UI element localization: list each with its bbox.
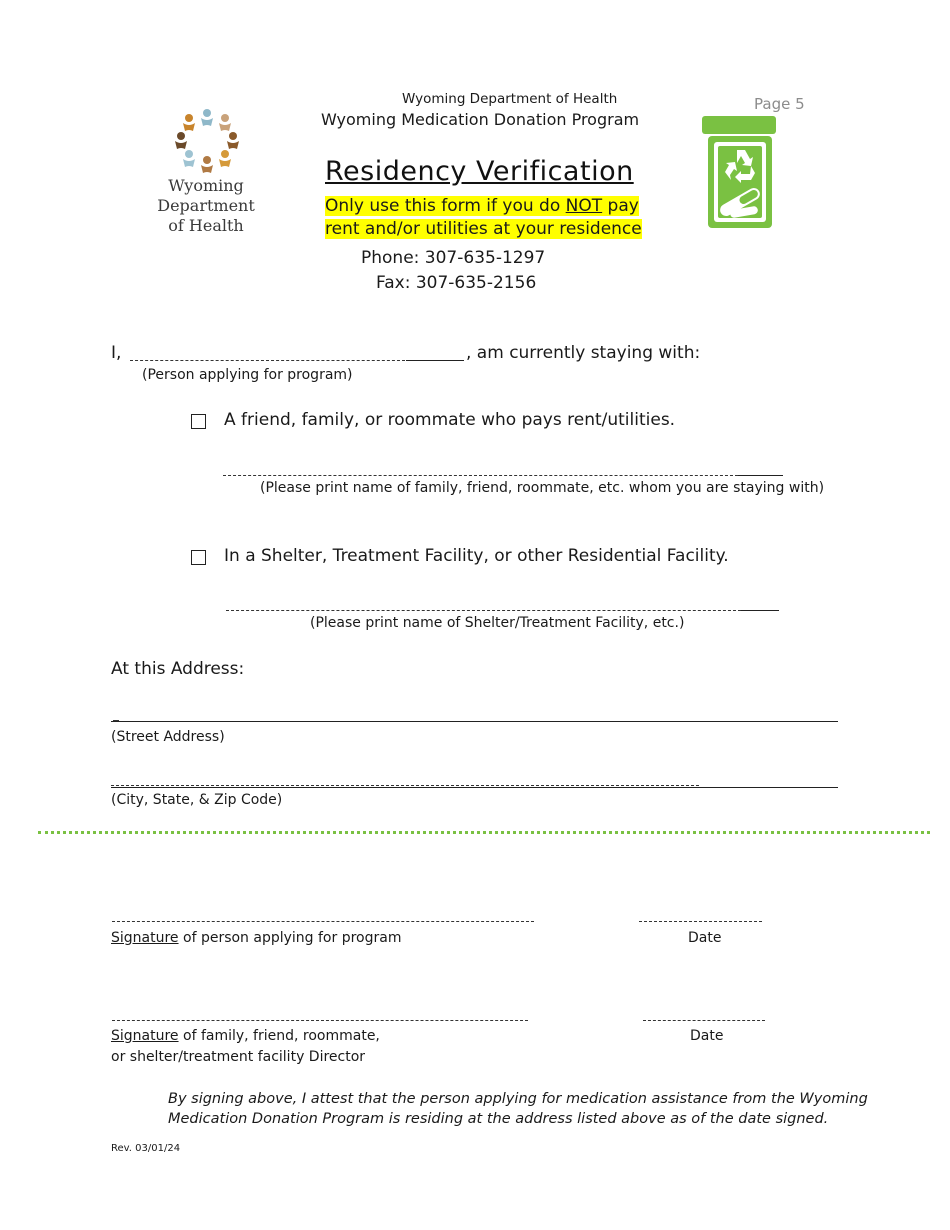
- option-friend-checkbox[interactable]: [191, 414, 206, 429]
- form-title: Residency Verification: [325, 156, 634, 187]
- notice-text: pay: [602, 196, 639, 216]
- friend-name-line[interactable]: [223, 475, 738, 476]
- host-signature-line[interactable]: [112, 1020, 528, 1021]
- host-signature-label: [111, 1028, 380, 1044]
- city-state-zip-line-dashes: [111, 785, 699, 786]
- option-shelter-label: In a Shelter, Treatment Facility, or other Residential Facility.: [224, 546, 729, 566]
- logo-text-line: of Health: [168, 216, 244, 235]
- applicant-caption: (Person applying for program): [142, 367, 353, 383]
- notice-emphasis: NOT: [565, 196, 603, 216]
- page-number: Page 5: [754, 95, 805, 113]
- medication-recycle-icon: [700, 114, 780, 234]
- shelter-name-caption: (Please print name of Shelter/Treatment Facility, etc.): [310, 615, 685, 631]
- host-signature-label-line2: or shelter/treatment facility Director: [111, 1049, 366, 1065]
- section-divider: [38, 831, 930, 834]
- attestation: [168, 1089, 868, 1129]
- logo-text-line: Wyoming: [168, 176, 244, 195]
- notice: [325, 195, 642, 241]
- applicant-suffix: , am currently staying with:: [466, 343, 701, 363]
- friend-name-line-solid[interactable]: [738, 475, 783, 476]
- option-friend-label: A friend, family, or roommate who pays rent/utilities.: [224, 410, 676, 430]
- signature-emphasis: Signature: [111, 1028, 179, 1044]
- shelter-name-line-solid[interactable]: [741, 610, 779, 611]
- address-heading: At this Address:: [111, 659, 245, 679]
- notice-text-line2: rent and/or utilities at your residence: [325, 219, 642, 239]
- city-state-zip-line[interactable]: [111, 787, 838, 788]
- revision-date: Rev. 03/01/24: [111, 1143, 181, 1154]
- applicant-date-line[interactable]: [639, 921, 762, 922]
- logo-text-line: Department: [157, 196, 255, 215]
- signature-label-text: of person applying for program: [178, 930, 402, 946]
- wdh-logo: [150, 108, 270, 238]
- friend-name-caption: (Please print name of family, friend, roommate, etc. whom you are staying with): [260, 480, 825, 496]
- signature-label-text: of family, friend, roommate,: [178, 1028, 380, 1044]
- people-circle-icon: [150, 108, 270, 178]
- notice-text: Only use this form if you do: [325, 196, 566, 216]
- dept-title: Wyoming Department of Health: [402, 91, 618, 107]
- city-state-zip-caption: (City, State, & Zip Code): [111, 792, 283, 808]
- attestation-line: By signing above, I attest that the person applying for medication assistance from the Wyoming: [168, 1091, 868, 1107]
- attestation-line: Medication Donation Program is residing at the address listed above as of the date signed.: [168, 1111, 829, 1127]
- street-address-line-tick: [113, 720, 119, 721]
- option-shelter-checkbox[interactable]: [191, 550, 206, 565]
- signature-emphasis: Signature: [111, 930, 179, 946]
- host-date-line[interactable]: [643, 1020, 765, 1021]
- applicant-name-line[interactable]: [130, 360, 405, 361]
- street-address-line[interactable]: [111, 721, 838, 722]
- program-title: Wyoming Medication Donation Program: [321, 110, 640, 129]
- applicant-signature-line[interactable]: [112, 921, 534, 922]
- applicant-signature-label: [111, 930, 401, 946]
- applicant-name-line-solid[interactable]: [406, 360, 464, 361]
- phone-number: Phone: 307-635-1297: [361, 248, 546, 268]
- street-address-caption: (Street Address): [111, 729, 225, 745]
- host-date-label: Date: [690, 1028, 724, 1044]
- shelter-name-line[interactable]: [226, 610, 741, 611]
- applicant-prefix: I,: [111, 343, 122, 363]
- applicant-date-label: Date: [688, 930, 722, 946]
- fax-number: Fax: 307-635-2156: [376, 273, 537, 293]
